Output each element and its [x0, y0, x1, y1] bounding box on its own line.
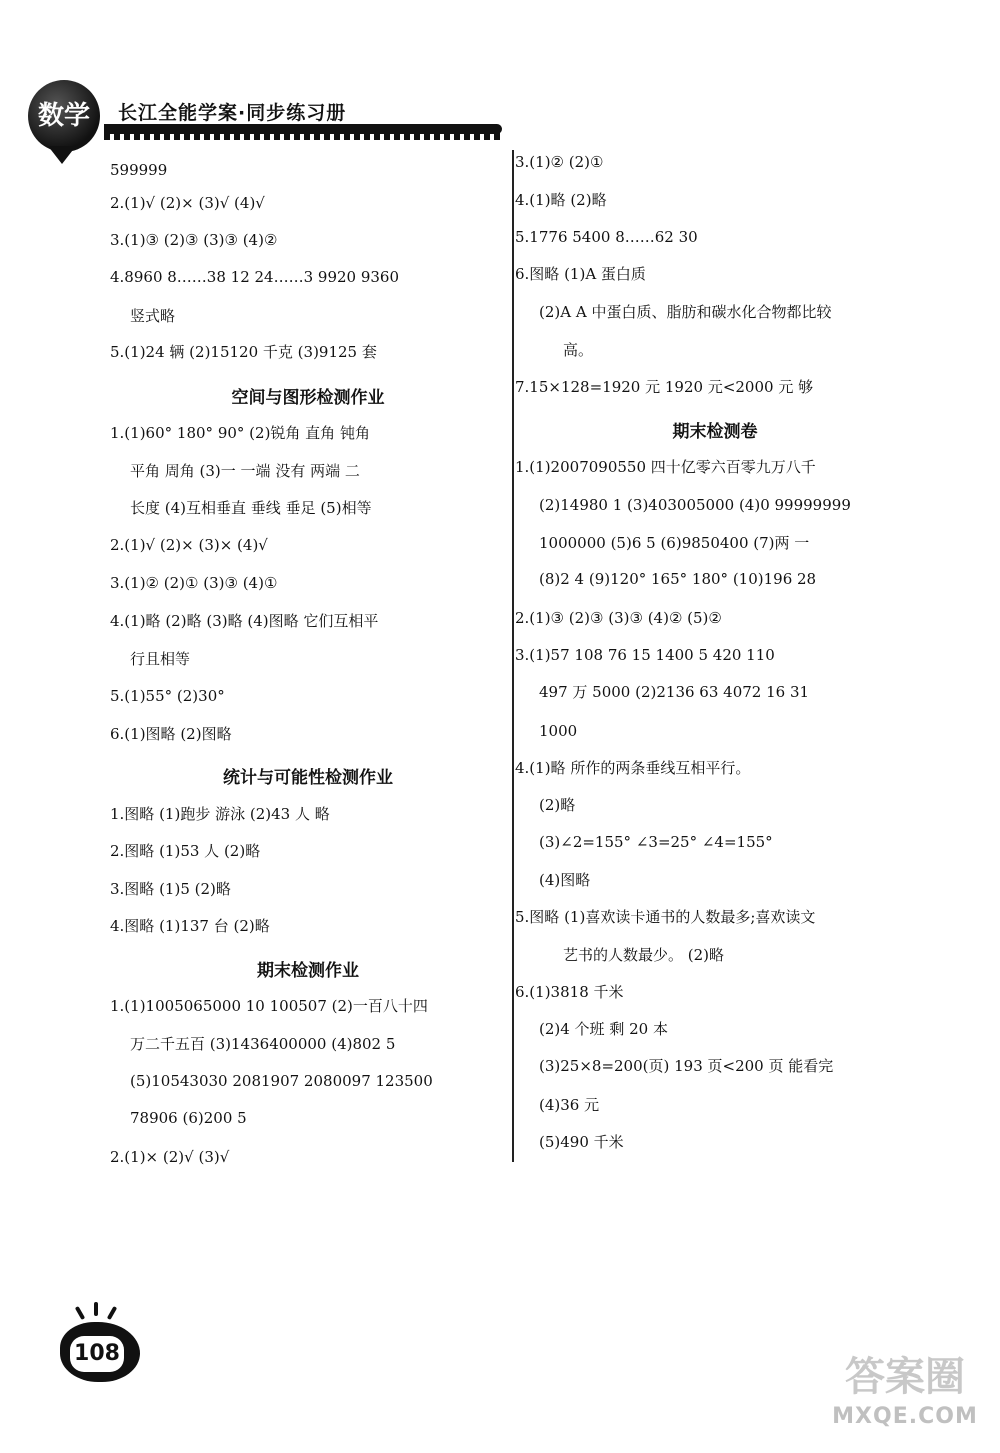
answer-line: 2.(1)× (2)√ (3)√	[110, 1148, 230, 1166]
answer-line: 行且相等	[130, 650, 191, 668]
answer-line: 2.(1)√ (2)× (3)√ (4)√	[110, 194, 265, 212]
answer-line: 4.(1)略 (2)略	[515, 191, 607, 209]
answer-line: 4.图略 (1)137 台 (2)略	[110, 917, 270, 935]
section-heading: 期末检测作业	[257, 961, 359, 981]
ray-mark	[94, 1302, 98, 1316]
answer-line: (3)25×8=200(页) 193 页<200 页 能看完	[539, 1057, 834, 1075]
answer-line: 艺书的人数最少。 (2)略	[563, 946, 725, 964]
answer-line: (2)A A 中蛋白质、脂肪和碳水化合物都比较	[539, 303, 832, 321]
answer-line: 4.8960 8……38 12 24……3 9920 9360	[110, 268, 400, 286]
subject-badge: 数学	[28, 80, 100, 152]
answer-line: 1.(1)60° 180° 90° (2)锐角 直角 钝角	[110, 424, 370, 442]
page-number-badge	[58, 1300, 148, 1390]
answer-line: 7.15×128=1920 元 1920 元<2000 元 够	[515, 378, 814, 396]
answer-line: (3)∠2=155° ∠3=25° ∠4=155°	[539, 833, 773, 851]
answer-line: 4.(1)略 所作的两条垂线互相平行。	[515, 759, 751, 777]
answer-line: 2.(1)③ (2)③ (3)③ (4)② (5)②	[515, 609, 722, 627]
column-divider	[512, 150, 514, 1162]
answer-line: 平角 周角 (3)一 一端 没有 两端 二	[130, 462, 360, 480]
watermark-logo-text: 答案圈	[845, 1354, 965, 1400]
answer-line: 5.(1)24 辆 (2)15120 千克 (3)9125 套	[110, 343, 377, 361]
answer-line: 3.(1)② (2)①	[515, 153, 604, 171]
ray-mark	[75, 1306, 85, 1320]
answer-line: 1.图略 (1)跑步 游泳 (2)43 人 略	[110, 805, 330, 823]
watermark-url: MXQE.COM	[832, 1404, 978, 1429]
answer-line: (2)4 个班 剩 20 本	[539, 1020, 668, 1038]
answer-line: 5.1776 5400 8……62 30	[515, 228, 698, 246]
answer-line: (5)10543030 2081907 2080097 123500	[130, 1072, 433, 1090]
answer-line: 1000000 (5)6 5 (6)9850400 (7)两 一	[539, 534, 810, 552]
book-title: 长江全能学案·同步练习册	[118, 102, 347, 124]
section-heading: 期末检测卷	[672, 422, 758, 442]
answer-line: 1.(1)1005065000 10 100507 (2)一百八十四	[110, 997, 428, 1015]
answer-line: (8)2 4 (9)120° 165° 180° (10)196 28	[539, 570, 817, 588]
answer-line: 5.(1)55° (2)30°	[110, 687, 225, 705]
answer-line: 5.图略 (1)喜欢读卡通书的人数最多;喜欢读文	[515, 908, 816, 926]
answer-line: 万二千五百 (3)1436400000 (4)802 5	[130, 1035, 396, 1053]
answer-line: 3.(1)③ (2)③ (3)③ (4)②	[110, 231, 278, 249]
answer-line: 1.(1)2007090550 四十亿零六百零九万八千	[515, 458, 816, 476]
answer-line: (2)14980 1 (3)403005000 (4)0 99999999	[539, 496, 851, 514]
answer-line: (2)略	[539, 796, 576, 814]
answer-line: 2.(1)√ (2)× (3)× (4)√	[110, 536, 268, 554]
answer-line: (4)图略	[539, 871, 591, 889]
answer-line: 3.(1)② (2)① (3)③ (4)①	[110, 574, 278, 592]
answer-line: (5)490 千米	[539, 1133, 624, 1151]
answer-line: 4.(1)略 (2)略 (3)略 (4)图略 它们互相平	[110, 612, 379, 630]
answer-line: 长度 (4)互相垂直 垂线 垂足 (5)相等	[130, 499, 372, 517]
answer-line: 599999	[110, 161, 168, 179]
page-number: 108	[70, 1336, 124, 1372]
answer-line: 竖式略	[130, 307, 176, 325]
answer-line: (4)36 元	[539, 1096, 600, 1114]
answer-line: 78906 (6)200 5	[130, 1109, 247, 1127]
badge-ribbon	[48, 146, 76, 164]
answer-line: 3.图略 (1)5 (2)略	[110, 880, 231, 898]
answer-line: 1000	[539, 722, 578, 740]
answer-line: 6.图略 (1)A 蛋白质	[515, 265, 646, 283]
answer-line: 497 万 5000 (2)2136 63 4072 16 31	[539, 683, 810, 701]
answer-line: 6.(1)3818 千米	[515, 983, 624, 1001]
header-fringe	[104, 132, 502, 140]
answer-line: 高。	[563, 341, 594, 359]
site-watermark	[820, 1352, 990, 1447]
answer-line: 3.(1)57 108 76 15 1400 5 420 110	[515, 646, 775, 664]
page-header	[18, 72, 508, 172]
section-heading: 统计与可能性检测作业	[223, 768, 393, 788]
section-heading: 空间与图形检测作业	[231, 388, 385, 408]
ray-mark	[107, 1306, 117, 1320]
answer-line: 6.(1)图略 (2)图略	[110, 725, 232, 743]
answer-line: 2.图略 (1)53 人 (2)略	[110, 842, 261, 860]
